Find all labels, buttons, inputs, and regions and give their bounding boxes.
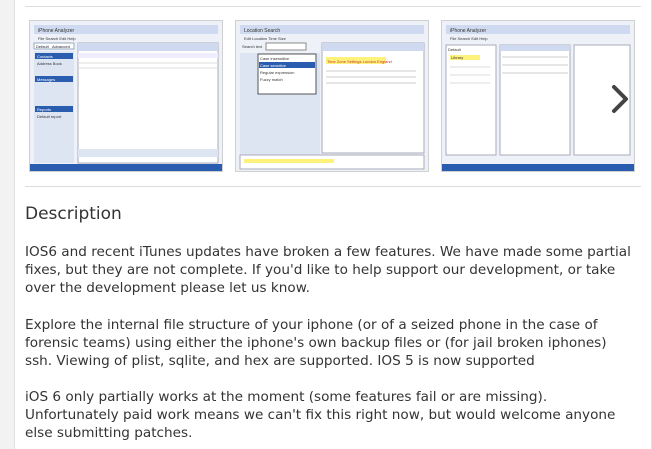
- chevron-right-icon[interactable]: [605, 82, 635, 116]
- shot2-search-label: Search text: [242, 44, 263, 49]
- shot3-title: iPhone Analyzer: [450, 28, 487, 34]
- shot2-popup-2: Case sensitive: [260, 63, 287, 68]
- shot1-menu: File Search Edit Help: [38, 36, 76, 41]
- shot3-menu: File Search Edit Help: [450, 36, 488, 41]
- shot1-row: Address Book: [37, 61, 62, 66]
- screenshot-carousel: [29, 20, 635, 172]
- top-divider: [25, 6, 641, 7]
- description-paragraph-1: IOS6 and recent iTunes updates have broken a few features. We have made some partial fixes, but they are not complete. If you'd like to help support our development, or take over the development please let us know.: [25, 244, 631, 296]
- shot1-panel2: Messages: [37, 77, 56, 82]
- section-divider: [25, 186, 641, 187]
- shot3-row-hi: Library: [451, 55, 464, 60]
- screenshot-thumbnail-2[interactable]: [235, 20, 429, 172]
- screenshot-2-image: [236, 21, 428, 171]
- shot1-tab2: Advanced: [52, 44, 70, 49]
- shot1-panel3: Reports: [37, 107, 52, 112]
- shot2-menu: Edit Location Time Size: [244, 36, 286, 41]
- shot1-tab1: Default: [36, 44, 49, 49]
- shot3-tab1: Default: [448, 47, 461, 52]
- shot2-popup-4: Fuzzy match: [260, 77, 283, 82]
- shot1-row3: Default report: [37, 114, 62, 119]
- shot1-panel: Contacts: [37, 54, 53, 59]
- shot1-title: iPhone Analyzer: [38, 28, 75, 34]
- app-details-card: [14, 0, 652, 449]
- screenshot-1-image: [30, 21, 222, 171]
- description-heading: Description: [25, 204, 122, 224]
- description-paragraph-3: iOS 6 only partially works at the moment (some features fail or are missing). Unfortunately paid work means we can't fix this right now, but would welcome anyone else submitting patches.: [25, 389, 616, 441]
- description-paragraph-2: Explore the internal file structure of your iphone (or of a seized phone in the case of forensic teams) using either the iphone's own backup files or (for jail broken iphones) ssh. Viewing of plist, sqlite, and hex are supported. IOS 5 is now supported: [25, 317, 607, 369]
- shot2-popup-3: Regular expression: [260, 70, 295, 75]
- screenshot-thumbnail-1[interactable]: [29, 20, 223, 172]
- shot2-title: Location Search: [244, 28, 281, 34]
- shot2-popup-1: Case insensitive: [260, 56, 290, 61]
- shot2-path-hi: Time Zone Settings London England: [327, 59, 392, 64]
